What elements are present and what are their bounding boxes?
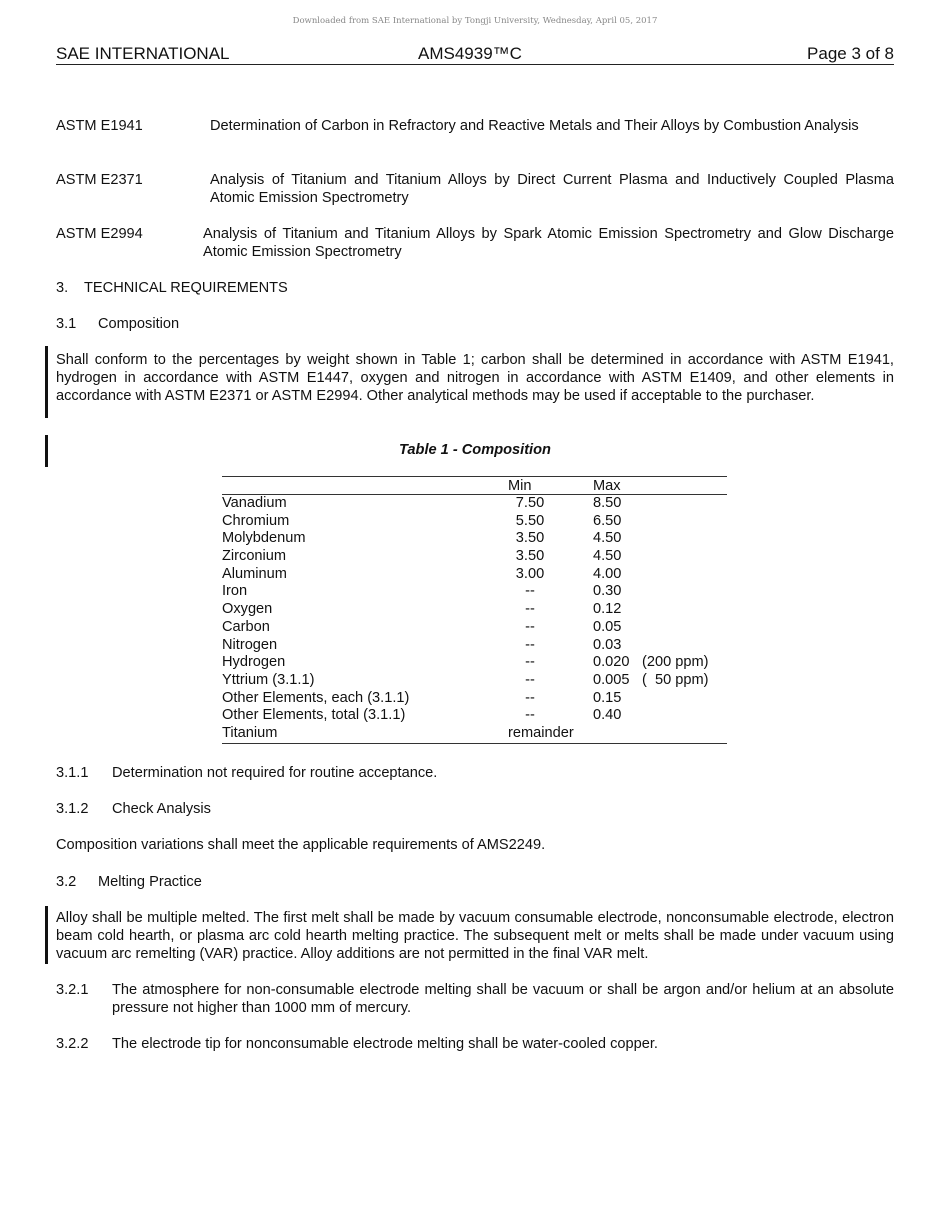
- reference-code: ASTM E2371: [56, 172, 143, 188]
- element-name: Carbon: [222, 618, 270, 635]
- max-value: 0.020: [593, 654, 630, 671]
- min-value: remainder: [508, 724, 574, 741]
- max-value: 6.50: [593, 512, 622, 529]
- element-name: Iron: [222, 583, 248, 600]
- change-bar: [45, 346, 48, 418]
- table-row: [222, 619, 727, 637]
- table-row: [222, 566, 727, 584]
- item-number: 3.1.2: [56, 801, 89, 817]
- table-row: [222, 601, 727, 619]
- element-name: Titanium: [222, 724, 278, 741]
- header-doc-number: AMS4939™C: [418, 44, 522, 63]
- reference-description: Analysis of Titanium and Titanium Alloys by Spark Atomic Emission Spectrometry and Glow Discharge Atomic Emission Spectrometry: [203, 226, 894, 260]
- table-header: [222, 476, 727, 495]
- table-row: [222, 725, 727, 743]
- item-text: Determination not required for routine acceptance.: [112, 765, 438, 781]
- section-heading: [56, 873, 202, 891]
- reference-description: Analysis of Titanium and Titanium Alloys by Direct Current Plasma and Inductively Coupled Plasma Atomic Emission Spectrometry: [210, 172, 894, 206]
- page-header: [56, 44, 894, 65]
- element-name: Other Elements, each (3.1.1): [222, 689, 410, 706]
- table-row: [222, 583, 727, 601]
- max-value: 4.50: [593, 548, 622, 565]
- check-analysis-paragraph: Composition variations shall meet the applicable requirements of AMS2249.: [56, 837, 546, 853]
- table-row: [222, 548, 727, 566]
- change-bar: [45, 906, 48, 964]
- element-name: Molybdenum: [222, 530, 306, 547]
- header-page-number: Page 3 of 8: [807, 44, 894, 63]
- min-value: --: [525, 636, 535, 653]
- item-number: 3.2.1: [56, 982, 89, 998]
- table-row: [222, 637, 727, 655]
- min-value: --: [525, 707, 535, 724]
- min-value: --: [525, 671, 535, 688]
- max-value: 0.05: [593, 618, 622, 635]
- max-value: 0.12: [593, 601, 622, 618]
- min-value: 7.50: [515, 495, 545, 511]
- min-value: 5.50: [515, 512, 545, 529]
- table-title: Table 1 - Composition: [399, 442, 551, 458]
- header-org: SAE INTERNATIONAL: [56, 44, 230, 63]
- min-value: --: [525, 618, 535, 635]
- max-value: 4.00: [593, 565, 622, 582]
- table-row: [222, 495, 727, 513]
- section-title: Melting Practice: [98, 874, 202, 890]
- min-value: --: [525, 654, 535, 671]
- element-name: Vanadium: [222, 495, 287, 511]
- section-title: TECHNICAL REQUIREMENTS: [84, 280, 288, 296]
- max-value: 0.005: [593, 671, 630, 688]
- max-value: 0.40: [593, 707, 622, 724]
- table-row: [222, 513, 727, 531]
- section-title: Composition: [98, 316, 180, 332]
- element-name: Chromium: [222, 512, 290, 529]
- item-text: The atmosphere for non-consumable electrode melting shall be vacuum or shall be argon and/or helium at an absolute pressure not higher than 1000 mm of mercury.: [112, 982, 894, 1016]
- element-name: Oxygen: [222, 601, 273, 618]
- table-row: [222, 672, 727, 690]
- min-value: --: [525, 601, 535, 618]
- item-number: 3.2.2: [56, 1036, 89, 1052]
- min-value: --: [525, 583, 535, 600]
- element-name: Hydrogen: [222, 654, 286, 671]
- max-value: 0.30: [593, 583, 622, 600]
- element-name: Nitrogen: [222, 636, 278, 653]
- reference-code: ASTM E2994: [56, 226, 143, 242]
- ppm-value: (200 ppm): [642, 654, 709, 671]
- section-number: 3.2: [56, 874, 77, 890]
- element-name: Zirconium: [222, 548, 287, 565]
- max-value: 0.15: [593, 689, 622, 706]
- table-body: [222, 495, 727, 744]
- composition-table: [222, 476, 727, 744]
- max-value: 4.50: [593, 530, 622, 547]
- element-name: Other Elements, total (3.1.1): [222, 707, 406, 724]
- reference-description: Determination of Carbon in Refractory and Reactive Metals and Their Alloys by Combustion Analysis: [210, 118, 859, 134]
- reference-code: ASTM E1941: [56, 118, 143, 134]
- item-number: 3.1.1: [56, 765, 89, 781]
- column-header-max: Max: [593, 478, 621, 494]
- ppm-value: ( 50 ppm): [642, 671, 709, 688]
- min-value: 3.50: [515, 530, 545, 547]
- composition-paragraph: Shall conform to the percentages by weight shown in Table 1; carbon shall be determined in accordance with ASTM E1941, hydrogen in accordance with ASTM E1447, oxygen and nitrogen in accordance with ASTM E1409, and other elements in accordance with ASTM E2371 or ASTM E2994. Other analytical methods may be used if acceptable to the purchaser.: [56, 352, 894, 404]
- max-value: 8.50: [593, 495, 622, 511]
- min-value: --: [525, 689, 535, 706]
- max-value: 0.03: [593, 636, 622, 653]
- item-title: Check Analysis: [112, 801, 211, 817]
- element-name: Aluminum: [222, 565, 287, 582]
- item-text: The electrode tip for nonconsumable electrode melting shall be water-cooled copper.: [112, 1036, 658, 1052]
- table-row: [222, 530, 727, 548]
- min-value: 3.50: [515, 548, 545, 565]
- min-value: 3.00: [515, 565, 545, 582]
- section-number: 3.: [56, 280, 69, 296]
- table-row: [222, 690, 727, 708]
- column-header-min: Min: [508, 478, 532, 494]
- melting-practice-paragraph: Alloy shall be multiple melted. The first melt shall be made by vacuum consumable electrode, nonconsumable electrode, electron beam cold hearth, or plasma arc cold hearth melting practice. The subsequent melt or melts shall be made under vacuum using vacuum arc remelting (VAR) practice. Alloy additions are not permitted in the final VAR melt.: [56, 910, 894, 962]
- section-heading: [56, 279, 288, 297]
- section-number: 3.1: [56, 316, 77, 332]
- download-note: Downloaded from SAE International by Tongji University, Wednesday, April 05, 2017: [292, 16, 658, 26]
- element-name: Yttrium (3.1.1): [222, 671, 315, 688]
- section-heading: [56, 315, 179, 333]
- table-row: [222, 707, 727, 725]
- table-row: [222, 654, 727, 672]
